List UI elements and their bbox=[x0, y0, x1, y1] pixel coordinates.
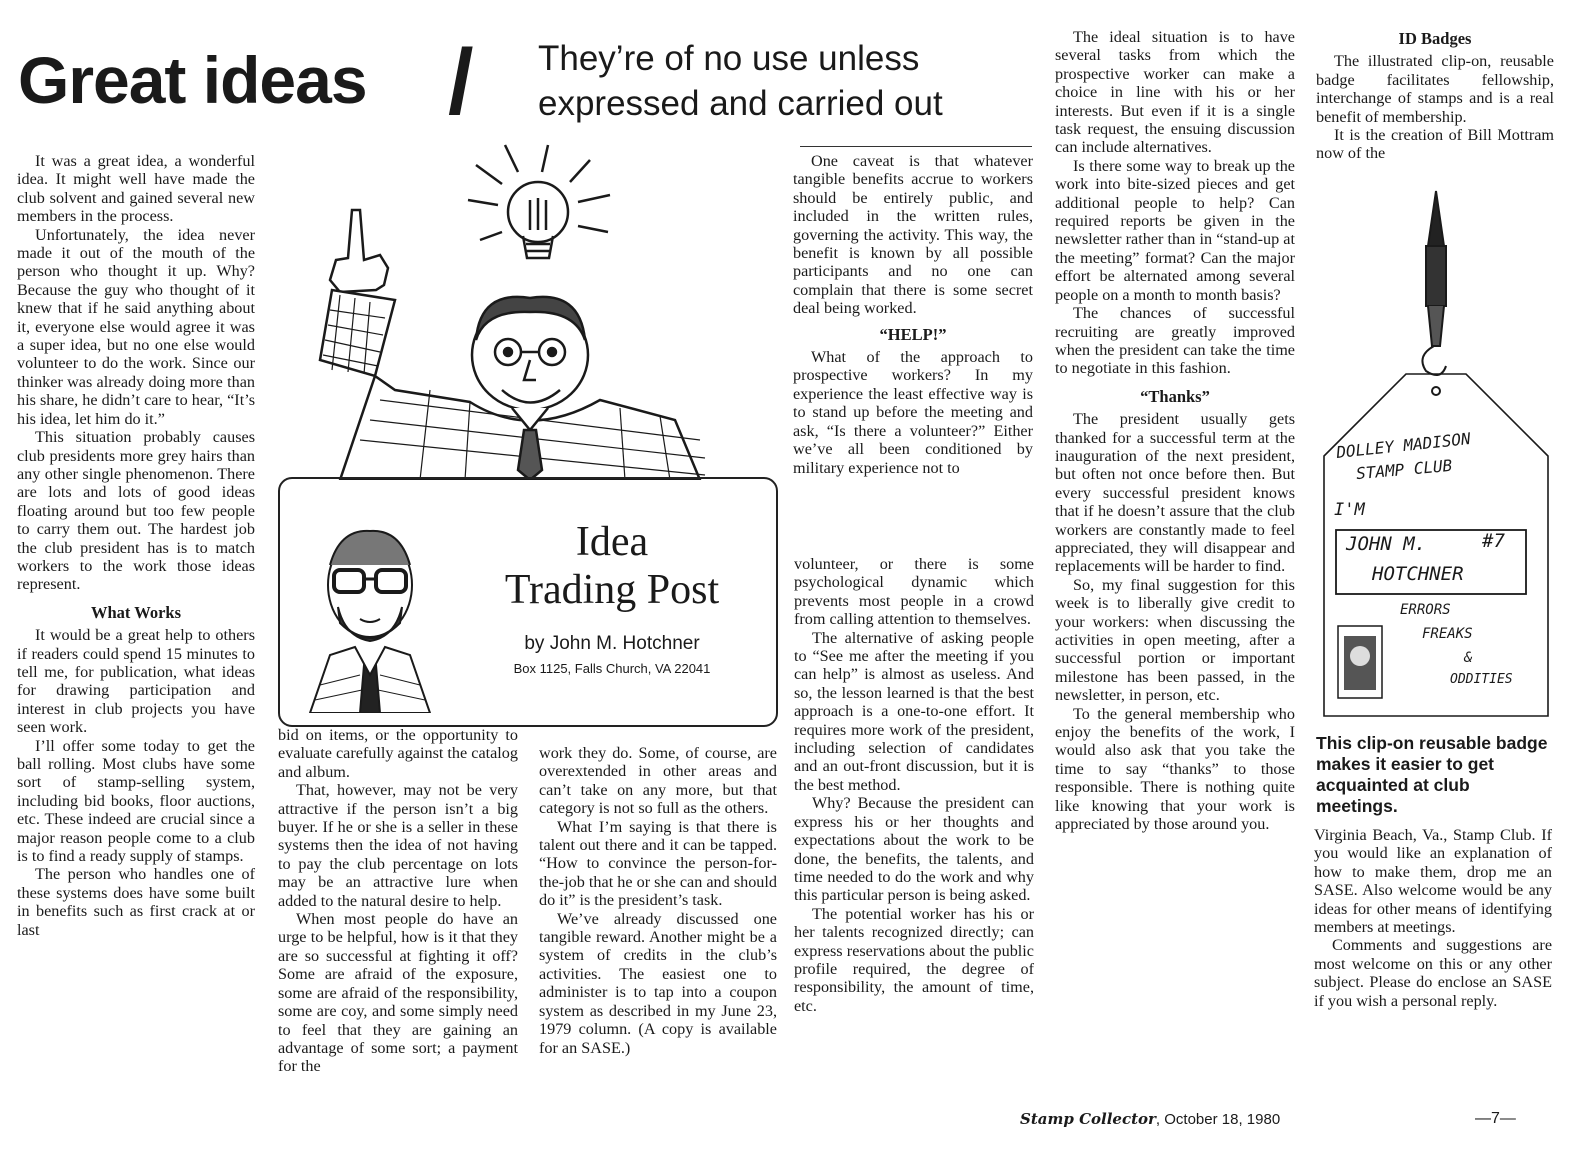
paragraph: It would be a great help to others if readers could spend 15 minutes to tell me, for publication, what ideas for drawing participation and interest in club projects you have seen work. bbox=[17, 626, 255, 737]
lightbulb-icon bbox=[468, 145, 610, 258]
headline-slash: / bbox=[448, 31, 474, 133]
paragraph: It is the creation of Bill Mottram now of the bbox=[1316, 126, 1554, 163]
badge-name-line-2: HOTCHNER bbox=[1372, 563, 1464, 585]
column-5 bbox=[1055, 28, 1295, 833]
author-portrait bbox=[300, 515, 440, 713]
paragraph: bid on items, or the opportunity to evaluate carefully against the catalog and album. bbox=[278, 726, 518, 781]
byline: by John M. Hotchner bbox=[524, 633, 700, 654]
paragraph: volunteer, or there is some psychological dynamic which prevents most people in a crowd from calling attention to themselves. bbox=[794, 555, 1034, 629]
paragraph: That, however, may not be very attractive if the person isn’t a big buyer. If he or she is a seller in these systems then the idea of not having to pay the club percentage on lots may be an attractive lure when added to the natural desire to help. bbox=[278, 781, 518, 910]
badge-club-line-1: DOLLEY MADISON bbox=[1335, 429, 1472, 462]
section-heading: “Thanks” bbox=[1140, 386, 1210, 406]
column-2 bbox=[278, 726, 518, 1076]
paragraph: When most people do have an urge to be helpful, how is it that they are so successful at fighting it off? Some are afraid of the exposure, some are afraid of the responsibility, some are coy, and some simply need to feel that they are gaining an advantage of some sort; a payment for the bbox=[278, 910, 518, 1076]
paragraph: Comments and suggestions are most welcome on this or any other subject. Please do enclose an SASE if you wish a personal reply. bbox=[1314, 936, 1552, 1010]
subtitle-line-1: They’re of no use unless bbox=[538, 39, 920, 78]
paragraph: I’ll offer some today to get the ball rolling. Most clubs have some sort of stamp-selling system, including bid books, floor auctions, etc. These indeed are crucial since a major reason people come to a club is to find a ready supply of stamps. bbox=[17, 736, 255, 866]
badge-club-line-2: STAMP CLUB bbox=[1355, 455, 1453, 484]
paragraph: To the general membership who enjoy the benefits of the work, I would also ask that you take the time to say “thanks” to those responsible. There is nothing quite like knowing that your work is appreciated by those around you. bbox=[1055, 704, 1295, 834]
issue-date: , October 18, 1980 bbox=[1155, 1111, 1281, 1128]
badge-name-line-1: JOHN M. bbox=[1346, 533, 1427, 555]
column-3 bbox=[539, 744, 777, 1057]
paragraph: The person who handles one of these systems does have some built in benefits such as first crack at or last bbox=[17, 865, 255, 939]
column-title bbox=[472, 518, 752, 614]
paragraph: One caveat is that whatever tangible benefits accrue to workers should be entirely public, and included in the written rules, governing the activity. This way, the benefit is known by all possible participants and no one can complain that there is some secret deal being worked. bbox=[793, 152, 1033, 318]
paragraph: Is there some way to break up the work into bite-sized pieces and get additional people to help? Can required reports be given in the newsletter rather than in “stand-up at the meeting” format? Can the major effort be alternated among several people on a month to month basis? bbox=[1055, 156, 1295, 304]
paragraph: We’ve already discussed one tangible reward. Another might be a system of credits in the club’s activities. The easiest one to administer is to tap into a coupon system as described in my June 23, 1979 column. (A copy is available for an SASE.) bbox=[539, 909, 777, 1057]
paragraph: What of the approach to prospective workers? In my experience the least effective way is to stand up before the meeting and ask, “Is there a volunteer?” Either we’ve all been conditioned by military experience not to bbox=[793, 348, 1033, 477]
paragraph: What I’m saying is that there is talent out there and it can be tapped. “How to convince the person-for-the-job that he or she can and should do it” is the president’s task. bbox=[539, 817, 777, 910]
badge-interest-line-1: ERRORS bbox=[1400, 602, 1451, 618]
column-6-bottom bbox=[1314, 826, 1552, 1010]
subtitle-line-2: expressed and carried out bbox=[538, 84, 943, 123]
paragraph: The chances of successful recruiting are greatly improved when the president can take the time to negotiate in this fashion. bbox=[1055, 304, 1295, 378]
badge-interest-line-3: & bbox=[1464, 650, 1473, 666]
badge-interest-line-4: ODDITIES bbox=[1450, 672, 1513, 687]
column-6-top bbox=[1316, 30, 1554, 163]
author-address: Box 1125, Falls Church, VA 22041 bbox=[513, 661, 711, 676]
paragraph: It was a great idea, a wonderful idea. It might well have made the club solvent and gained several new members in the process. bbox=[17, 152, 255, 226]
masthead: Stamp Collector bbox=[1020, 1110, 1156, 1128]
idea-illustration bbox=[280, 140, 800, 480]
paragraph: Why? Because the president can express his or her thoughts and expectations about the work to be done, the benefits, the talents, and time needed to do the work and why this particular person is being asked. bbox=[794, 794, 1034, 905]
section-heading: “HELP!” bbox=[879, 324, 947, 344]
footer bbox=[1020, 1110, 1280, 1128]
paragraph: The illustrated clip-on, reusable badge facilitates fellowship, interchange of stamps and is a real benefit of membership. bbox=[1316, 52, 1554, 126]
paragraph: work they do. Some, of course, are overextended in other areas and can’t take on any more, but that category is not so full as the others. bbox=[539, 744, 777, 818]
paragraph: The president usually gets thanked for a successful term at the inauguration of the next president, but often not once before then. But every successful president knows that if he doesn’t assure that the club workers are constantly made to feel appreciated, they will disappear and replacements will be harder to find. bbox=[1055, 410, 1295, 576]
paragraph: Virginia Beach, Va., Stamp Club. If you would like an explanation of how to make them, drop me an SASE. Also welcome would be any ideas for other means of identifying members at meetings. bbox=[1314, 826, 1552, 937]
paragraph: Unfortunately, the idea never made it out of the mouth of the person who thought it up. Why? Because the guy who thought of it knew that if he said anything about it, everyone else would agree it was a super idea, but no one else would volunteer to do the work. Since our thinker was already doing more than his share, he didn’t care to hear, “It’s his idea, let him do it.” bbox=[17, 225, 255, 428]
headline-title: Great ideas bbox=[18, 43, 367, 117]
section-heading: What Works bbox=[90, 602, 181, 622]
column-1 bbox=[17, 152, 255, 939]
paragraph: The alternative of asking people to “See me after the meeting if you can help” is almost as useless. And so, the lesson learned is that the best approach is a one-to-one effort. It requires more work of the president, including selection of candidates and an out-front discussion, but it is the best method. bbox=[794, 628, 1034, 794]
paragraph: The potential worker has his or her talents recognized directly; can express reservations about the public profile required, the degree of responsibility, the amount of time, etc. bbox=[794, 904, 1034, 1015]
section-heading: ID Badges bbox=[1398, 29, 1472, 48]
headline-subtitle bbox=[538, 36, 1018, 126]
badge-interest-line-2: FREAKS bbox=[1422, 626, 1473, 642]
clip-icon bbox=[1422, 191, 1446, 375]
badge-im: I'M bbox=[1334, 500, 1365, 520]
page-number: —7— bbox=[1475, 1110, 1516, 1127]
paragraph: The ideal situation is to have several tasks from which the prospective worker can make a choice in line with his or her interests. But even if it is a single task request, the ensuing discussion can include alternatives. bbox=[1055, 28, 1295, 157]
paragraph: This situation probably causes club presidents more grey hairs than any other single phenomenon. There are lots and lots of good ideas floating around but too few people to carry them out. The hardest job the club president has is to match workers to the work those ideas represent. bbox=[17, 428, 255, 594]
column-4-top bbox=[793, 152, 1033, 477]
badge-caption: This clip-on reusable badge makes it easier to get acquainted at club meetings. bbox=[1316, 733, 1548, 816]
column-4-bottom bbox=[794, 555, 1034, 1015]
paragraph: So, my final suggestion for this week is to liberally give credit to your workers: when discussing the activities in open meeting, after a successful portion or important milestone has been passed, in the newsletter, in person, etc. bbox=[1055, 575, 1295, 705]
badge-number: #7 bbox=[1482, 530, 1505, 552]
column-title-line-1: Idea bbox=[575, 519, 649, 565]
column-rule bbox=[800, 146, 1032, 147]
column-title-line-2: Trading Post bbox=[504, 567, 720, 613]
